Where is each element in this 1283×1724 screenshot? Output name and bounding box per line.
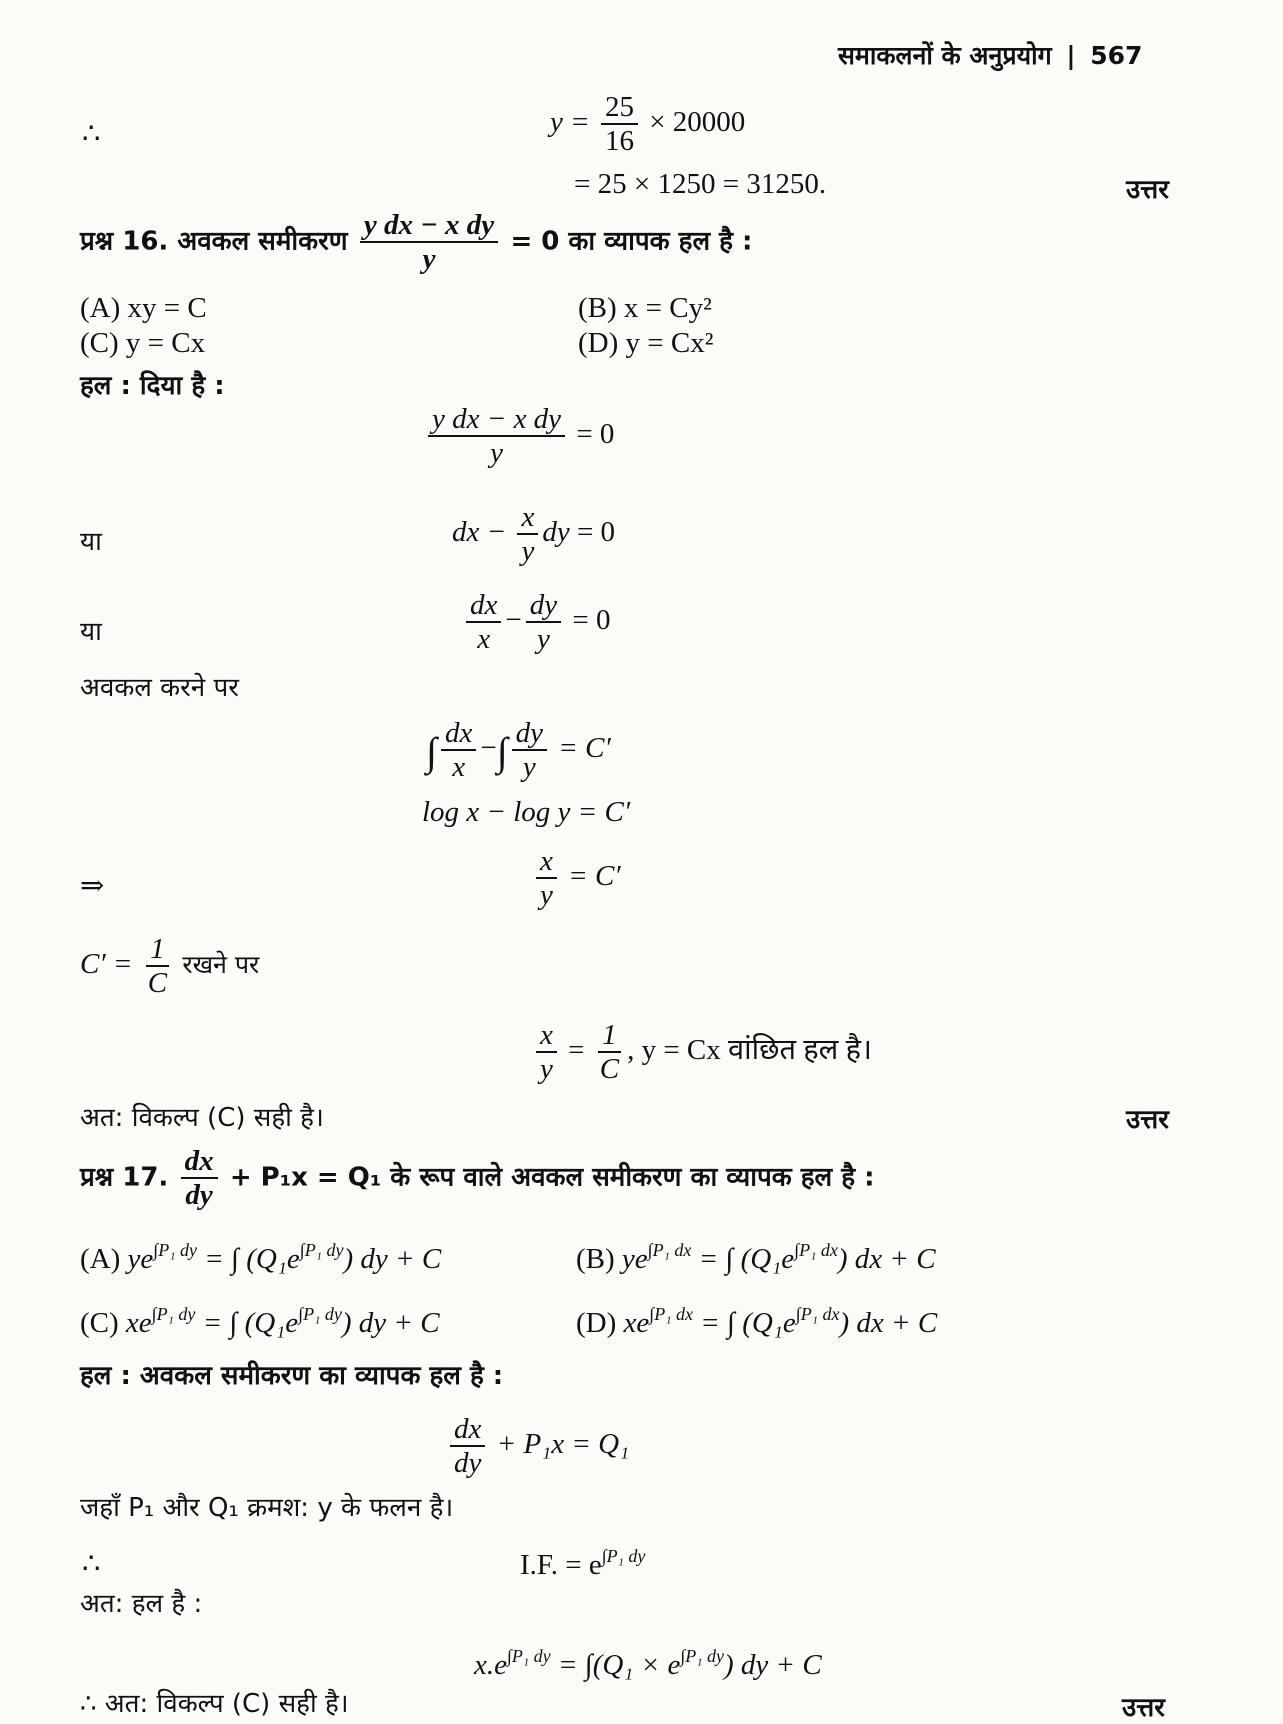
fraction xyxy=(536,846,557,911)
numerator: dx xyxy=(466,590,501,623)
rhs: = C′ xyxy=(568,860,621,893)
lhs: ye xyxy=(621,1243,648,1275)
therefore-symbol: ∴ xyxy=(82,1548,101,1580)
end: ) dy + C xyxy=(724,1649,822,1681)
lhs: xe xyxy=(623,1307,650,1339)
end: ) dx + C xyxy=(837,1243,936,1275)
label: (D) xyxy=(576,1307,617,1339)
answer-label: उत्तर xyxy=(1126,1105,1169,1135)
denominator: C xyxy=(147,967,168,1000)
denominator: dy xyxy=(185,1179,213,1212)
lhs: ye xyxy=(127,1243,154,1275)
integral-sign: ∫ xyxy=(426,729,437,775)
minus: − xyxy=(505,604,522,637)
exponent: ∫P₁ dy xyxy=(298,1304,342,1324)
equation-result: = 25 × 1250 = 31250. xyxy=(574,168,827,200)
denominator: y xyxy=(521,535,535,568)
q17-suffix: + P₁x = Q₁ के रूप वाले अवकल समीकरण का व्यापक हल है : xyxy=(229,1162,875,1193)
minus: − xyxy=(480,732,497,765)
option-d xyxy=(576,1304,937,1340)
rest: रखने पर xyxy=(182,950,260,980)
denominator: y xyxy=(540,879,553,912)
denominator: x xyxy=(477,623,491,656)
label: (A) xyxy=(80,1243,121,1275)
exponent: ∫P₁ dx xyxy=(649,1304,693,1324)
rhs: + P₁x = Q₁ xyxy=(496,1428,630,1461)
denominator: y xyxy=(522,751,536,784)
chapter-title: समाकलनों के अनुप्रयोग xyxy=(838,41,1052,70)
numerator: x xyxy=(536,1020,557,1053)
fraction xyxy=(512,718,547,783)
denominator: 16 xyxy=(604,125,634,158)
lhs: x.e xyxy=(474,1649,507,1681)
numerator: dx xyxy=(441,718,476,751)
fraction xyxy=(450,1414,485,1479)
q16-prefix: प्रश्न 16. अवकल समीकरण xyxy=(80,226,348,257)
mid: = ∫ (Q₁e xyxy=(700,1307,796,1339)
q17-prefix: प्रश्न 17. xyxy=(80,1162,169,1193)
numerator: 25 xyxy=(601,92,638,125)
denominator: x xyxy=(452,751,466,784)
post: dy xyxy=(542,516,570,549)
end: ) dx + C xyxy=(839,1307,938,1339)
solution-step-3 xyxy=(462,590,610,655)
substitution-line xyxy=(80,934,259,999)
option-b: (B) x = Cy² xyxy=(578,292,712,324)
integrating-factor xyxy=(520,1546,645,1582)
rhs: = 0 xyxy=(572,604,611,637)
numerator: x xyxy=(536,846,557,879)
label: (B) xyxy=(576,1243,615,1275)
header-separator: | xyxy=(1066,41,1076,70)
therefore-symbol: ∴ xyxy=(82,118,101,150)
hence-label: अत: हल है : xyxy=(80,1589,203,1619)
mid: = ∫ (Q₁e xyxy=(202,1307,299,1339)
exponent: ∫P₁ dx xyxy=(795,1304,840,1324)
q16-fraction xyxy=(360,210,498,275)
final-solution xyxy=(474,1646,822,1682)
ya-label: या xyxy=(80,617,102,647)
eq-lhs: y = xyxy=(550,106,590,139)
numerator: dy xyxy=(526,590,561,623)
numerator: 1 xyxy=(598,1020,621,1053)
option-c: (C) y = Cx xyxy=(80,327,206,359)
exponent: ∫P₁ dx xyxy=(647,1240,692,1260)
solution-step-7 xyxy=(532,1020,872,1085)
denominator: y xyxy=(540,1053,553,1086)
implies-arrow: ⇒ xyxy=(80,870,105,902)
solution-label: हल : अवकल समीकरण का व्यापक हल है : xyxy=(80,1361,504,1391)
mid: = ∫ (Q₁e xyxy=(204,1243,300,1275)
q16-suffix: = 0 का व्यापक हल है : xyxy=(510,226,753,257)
answer-label: उत्तर xyxy=(1126,175,1169,205)
denominator: y xyxy=(536,623,550,656)
lhs: C′ = xyxy=(80,948,133,981)
fraction xyxy=(536,1020,557,1085)
denominator: dy xyxy=(454,1447,482,1480)
eq-rhs: × 20000 xyxy=(649,106,746,139)
pre: dx − xyxy=(452,516,507,549)
rest: , y = Cx वांछित हल है। xyxy=(627,1034,872,1067)
denominator: C xyxy=(599,1053,620,1086)
exponent: ∫P₁ dy xyxy=(507,1646,551,1666)
numerator: dy xyxy=(512,718,547,751)
question-17 xyxy=(80,1146,875,1211)
integrate-label: अवकल करने पर xyxy=(80,673,239,703)
lhs: I.F. = e xyxy=(520,1549,602,1581)
numerator: dx xyxy=(450,1414,485,1447)
solution-step-2 xyxy=(452,502,615,567)
fraction xyxy=(601,92,638,157)
exponent: ∫P₁ dy xyxy=(601,1546,646,1566)
numerator: y dx − x dy xyxy=(360,210,498,243)
label: (C) xyxy=(80,1307,119,1339)
end: ) dy + C xyxy=(341,1307,440,1339)
option-c xyxy=(80,1304,440,1340)
running-header xyxy=(838,38,1142,72)
rhs: = 0 xyxy=(576,516,616,549)
fraction xyxy=(596,1020,623,1085)
solution-step-4 xyxy=(426,718,611,783)
end: ) dy + C xyxy=(343,1243,442,1275)
rhs: = 0 xyxy=(576,418,615,451)
fraction xyxy=(428,404,565,469)
option-a xyxy=(80,1240,441,1276)
question-16 xyxy=(80,210,752,275)
conclusion: अत: विकल्प (C) सही है। xyxy=(80,1103,324,1133)
eq: = xyxy=(568,1034,585,1067)
solution-step-5: log x − log y = C′ xyxy=(422,796,631,828)
fraction xyxy=(517,502,538,567)
numerator: 1 xyxy=(146,934,169,967)
option-a: (A) xy = C xyxy=(80,292,207,324)
numerator: y dx − x dy xyxy=(428,404,565,437)
mid: = ∫(Q₁ × e xyxy=(557,1649,681,1681)
conclusion: ∴ अत: विकल्प (C) सही है। xyxy=(80,1689,349,1719)
integral-sign: ∫ xyxy=(496,729,508,775)
fraction xyxy=(466,590,501,655)
solution-step-1 xyxy=(424,404,614,469)
numerator: dx xyxy=(181,1146,218,1179)
fraction xyxy=(526,590,561,655)
exponent: ∫P₁ dy xyxy=(153,1240,197,1260)
answer-label: उत्तर xyxy=(1122,1693,1165,1723)
option-b xyxy=(576,1240,936,1276)
ya-label: या xyxy=(80,527,102,557)
solution-step-6 xyxy=(532,846,621,911)
q17-fraction xyxy=(181,1146,218,1211)
page-number: 567 xyxy=(1090,41,1143,70)
option-d: (D) y = Cx² xyxy=(578,327,714,359)
where-text: जहाँ P₁ और Q₁ क्रमश: y के फलन है। xyxy=(80,1493,454,1523)
exponent: ∫P₁ dy xyxy=(680,1646,725,1666)
rhs: = C′ xyxy=(558,732,611,765)
fraction xyxy=(441,718,476,783)
fraction xyxy=(144,934,171,999)
exponent: ∫P₁ dy xyxy=(299,1240,344,1260)
equation-y-fraction xyxy=(550,92,745,157)
lhs: xe xyxy=(125,1307,152,1339)
numerator: x xyxy=(517,502,538,535)
solution-label: हल : दिया है : xyxy=(80,371,225,401)
mid: = ∫ (Q₁e xyxy=(698,1243,795,1275)
exponent: ∫P₁ dx xyxy=(794,1240,838,1260)
denominator: y xyxy=(490,437,503,470)
solution-step-1 xyxy=(446,1414,629,1479)
exponent: ∫P₁ dy xyxy=(151,1304,196,1324)
denominator: y xyxy=(422,243,436,276)
